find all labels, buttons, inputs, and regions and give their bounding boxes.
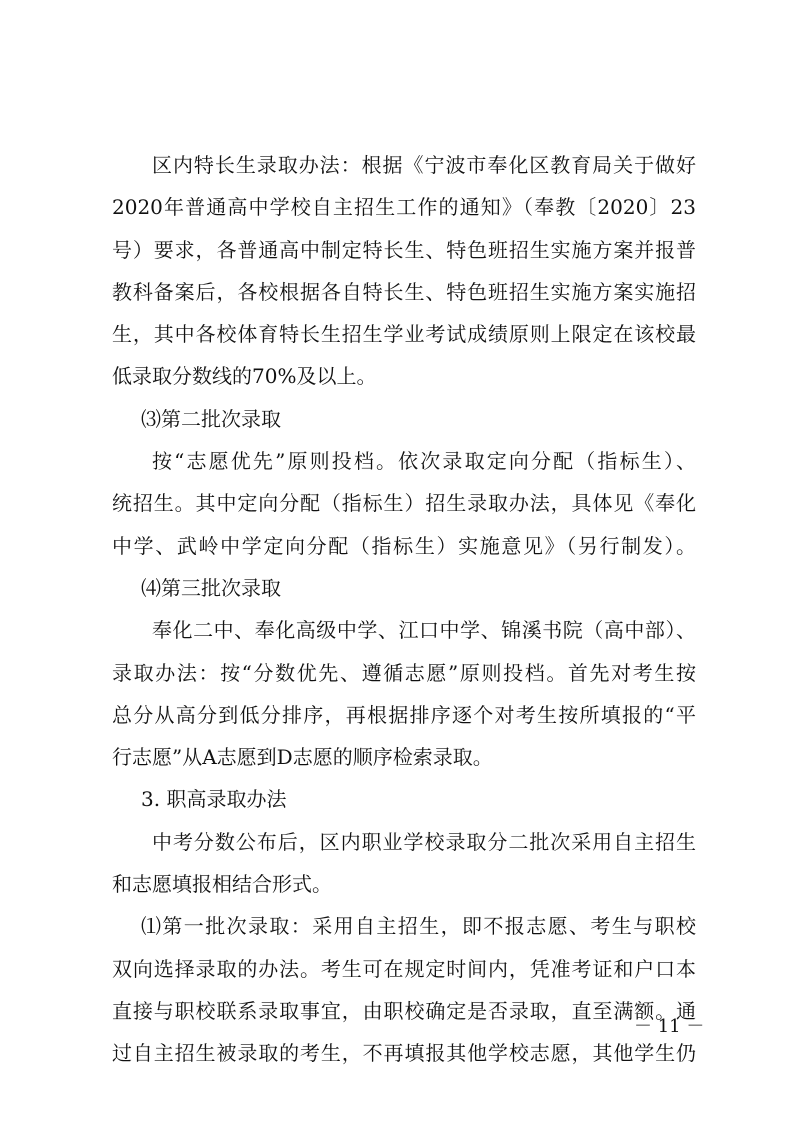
paragraph-line: 号）要求，各普通高中制定特长生、特色班招生实施方案并报普 xyxy=(112,237,696,262)
paragraph-line: 区内特长生录取办法：根据《宁波市奉化区教育局关于做好 xyxy=(152,153,696,177)
paragraph-line: ⑴第一批次录取：采用自主招生，即不报志愿、考生与职校 xyxy=(141,914,696,939)
paragraph-line: 直接与职校联系录取事宜，由职校确定是否录取，直至满额。通 xyxy=(112,998,696,1023)
paragraph-line: 中学、武岭中学定向分配（指标生）实施意见》（另行制发）。 xyxy=(112,533,696,558)
section-heading: ⑶第二批次录取 xyxy=(141,406,281,431)
paragraph-line: 总分从高分到低分排序，再根据排序逐个对考生按所填报的“平 xyxy=(112,702,696,727)
section-heading: ⑷第三批次录取 xyxy=(141,575,281,600)
paragraph-line: 行志愿”从A志愿到D志愿的顺序检索录取。 xyxy=(112,745,493,770)
paragraph-line: 按“志愿优先”原则投档。依次录取定向分配（指标生）、 xyxy=(152,449,696,474)
paragraph-line: 中考分数公布后，区内职业学校录取分二批次采用自主招生 xyxy=(152,829,696,854)
paragraph-line: 奉化二中、奉化高级中学、江口中学、锦溪书院（高中部）、 xyxy=(152,618,696,643)
paragraph-line: 教科备案后，各校根据各自特长生、特色班招生实施方案实施招 xyxy=(112,279,696,304)
paragraph-line: 双向选择录取的办法。考生可在规定时间内，凭准考证和户口本 xyxy=(112,956,696,981)
paragraph-line: 低录取分数线的70%及以上。 xyxy=(112,364,377,389)
section-heading: 3. 职高录取办法 xyxy=(141,787,287,812)
paragraph-line: 统招生。其中定向分配（指标生）招生录取办法，具体见《奉化 xyxy=(112,491,696,516)
paragraph-line: 生，其中各校体育特长生招生学业考试成绩原则上限定在该校最 xyxy=(112,322,696,347)
paragraph-line: 录取办法：按“分数优先、遵循志愿”原则投档。首先对考生按 xyxy=(112,660,696,685)
document-body xyxy=(112,144,696,1075)
paragraph-line: 过自主招生被录取的考生，不再填报其他学校志愿，其他学生仍 xyxy=(112,1041,696,1066)
page-number: － 11 － xyxy=(634,1016,705,1037)
paragraph-line: 2020年普通高中学校自主招生工作的通知》（奉教〔2020〕23 xyxy=(112,195,696,220)
paragraph-line: 和志愿填报相结合形式。 xyxy=(112,872,332,897)
